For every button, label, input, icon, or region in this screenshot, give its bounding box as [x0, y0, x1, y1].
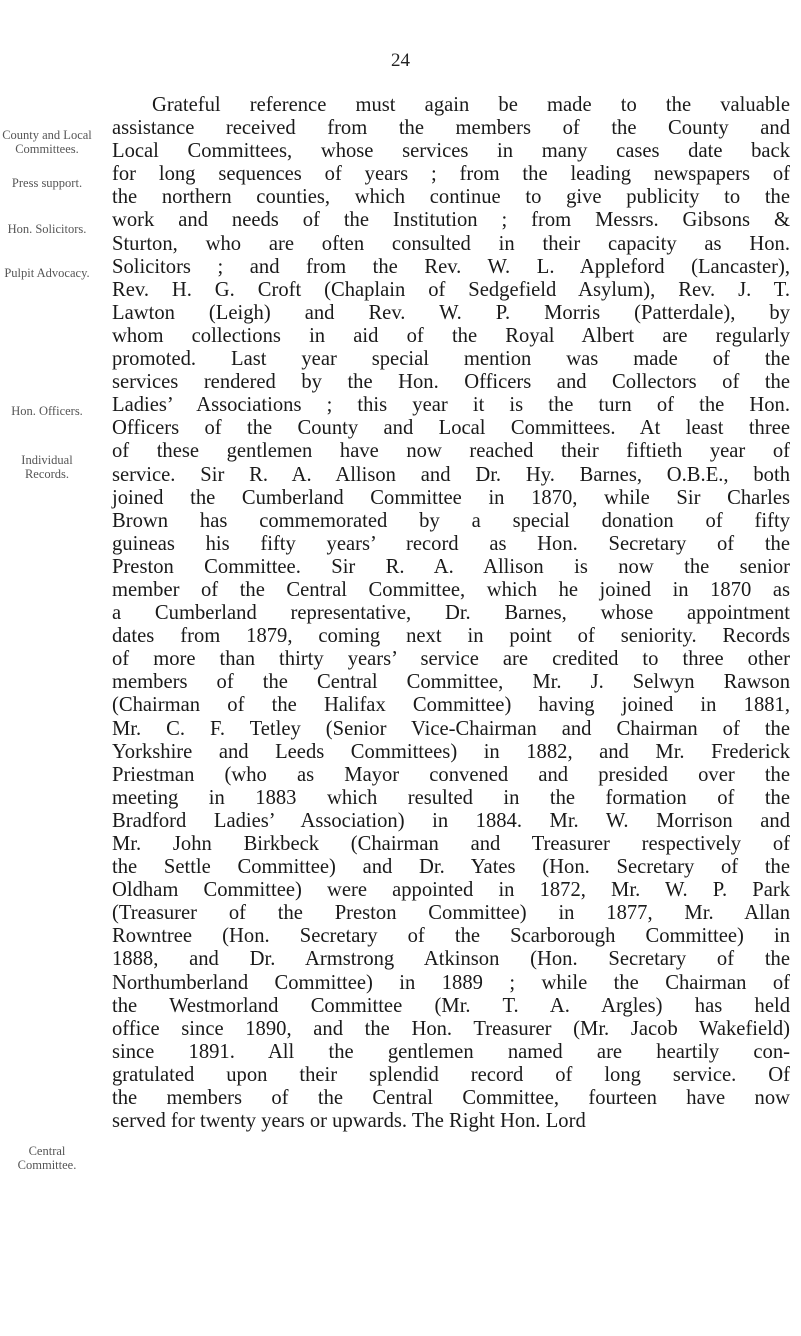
margin-note-hon-solicitors: Hon. Solicitors.: [7, 222, 87, 236]
body-line: the members of the Central Committee, fourteen have now: [112, 1087, 790, 1110]
margin-note-press-support: Press support.: [11, 176, 83, 190]
body-line: Local Committees, whose services in many cases date back: [112, 140, 790, 163]
body-line: member of the Central Committee, which he joined in 1870 as: [112, 578, 790, 601]
body-line: assistance received from the members of the County and: [112, 117, 790, 140]
body-line: Rev. H. G. Croft (Chaplain of Sedgefield Asylum), Rev. J. T.: [112, 278, 790, 301]
body-line: joined the Cumberland Committee in 1870, while Sir Charles: [112, 486, 790, 509]
body-line: whom collections in aid of the Royal Albert are regularly: [112, 324, 790, 347]
body-line: Mr. John Birkbeck (Chairman and Treasurer respectively of: [112, 833, 790, 855]
body-line: Ladies’ Associations ; this year it is the turn of the Hon.: [112, 394, 790, 417]
body-line: gratulated upon their splendid record of long service. Of: [112, 1063, 790, 1086]
body-line: the Westmorland Committee (Mr. T. A. Argles) has held: [112, 994, 790, 1017]
margin-note-hon-officers: Hon. Officers.: [11, 404, 83, 418]
body-line: work and needs of the Institution ; from Messrs. Gibsons &: [112, 209, 790, 232]
body-line: Sturton, who are often consulted in their capacity as Hon.: [112, 232, 790, 255]
body-line: for long sequences of years ; from the leading newspapers of: [112, 163, 790, 186]
body-line: of these gentlemen have now reached their fiftieth year of: [112, 440, 790, 463]
body-line: Yorkshire and Leeds Committees) in 1882, and Mr. Frederick: [112, 740, 790, 763]
body-line: since 1891. All the gentlemen named are heartily con-: [112, 1040, 790, 1063]
body-line: Lawton (Leigh) and Rev. W. P. Morris (Patterdale), by: [112, 301, 790, 324]
body-line: meeting in 1883 which resulted in the formation of the: [112, 786, 790, 809]
body-line: Grateful reference must again be made to the valuable: [152, 94, 790, 116]
body-line: a Cumberland representative, Dr. Barnes, whose appointment: [112, 602, 790, 625]
body-line: Rowntree (Hon. Secretary of the Scarborough Committee) in: [112, 925, 790, 948]
body-paragraph: [112, 94, 790, 1133]
body-line: Preston Committee. Sir R. A. Allison is now the senior: [112, 555, 790, 578]
margin-note-county-local-committees: County and Local Committees.: [2, 128, 92, 156]
body-line: the Settle Committee) and Dr. Yates (Hon. Secretary of the: [112, 856, 790, 879]
margin-note-central-committee: Central Committee.: [17, 1144, 77, 1172]
body-line: dates from 1879, coming next in point of seniority. Records: [112, 625, 790, 648]
body-line: Northumberland Committee) in 1889 ; while the Chairman of: [112, 971, 790, 994]
body-line: served for twenty years or upwards. The Right Hon. Lord: [112, 1110, 586, 1133]
body-line: Bradford Ladies’ Association) in 1884. Mr. W. Morrison and: [112, 809, 790, 832]
body-line: guineas his fifty years’ record as Hon. Secretary of the: [112, 532, 790, 555]
margin-note-pulpit-advocacy: Pulpit Advocacy.: [4, 266, 90, 280]
body-line: of more than thirty years’ service are credited to three other: [112, 648, 790, 671]
body-line: members of the Central Committee, Mr. J. Selwyn Rawson: [112, 671, 790, 694]
body-line: Solicitors ; and from the Rev. W. L. Appleford (Lancaster),: [112, 255, 790, 278]
body-line: office since 1890, and the Hon. Treasurer (Mr. Jacob Wakefield): [112, 1017, 790, 1040]
body-line: services rendered by the Hon. Officers and Collectors of the: [112, 371, 790, 394]
body-line: promoted. Last year special mention was made of the: [112, 348, 790, 371]
body-line: (Treasurer of the Preston Committee) in 1877, Mr. Allan: [112, 902, 790, 925]
page-number: 24: [391, 50, 410, 71]
body-line: Brown has commemorated by a special donation of fifty: [112, 509, 790, 532]
body-line: Oldham Committee) were appointed in 1872, Mr. W. P. Park: [112, 879, 790, 902]
margin-note-individual-records: Individual Records.: [21, 453, 73, 481]
body-line: Officers of the County and Local Committees. At least three: [112, 417, 790, 440]
body-line: 1888, and Dr. Armstrong Atkinson (Hon. Secretary of the: [112, 948, 790, 971]
body-line: Priestman (who as Mayor convened and presided over the: [112, 763, 790, 786]
body-line: service. Sir R. A. Allison and Dr. Hy. Barnes, O.B.E., both: [112, 463, 790, 486]
body-line: Mr. C. F. Tetley (Senior Vice-Chairman and Chairman of the: [112, 717, 790, 740]
body-line: the northern counties, which continue to give publicity to the: [112, 186, 790, 209]
body-line: (Chairman of the Halifax Committee) having joined in 1881,: [112, 694, 790, 717]
